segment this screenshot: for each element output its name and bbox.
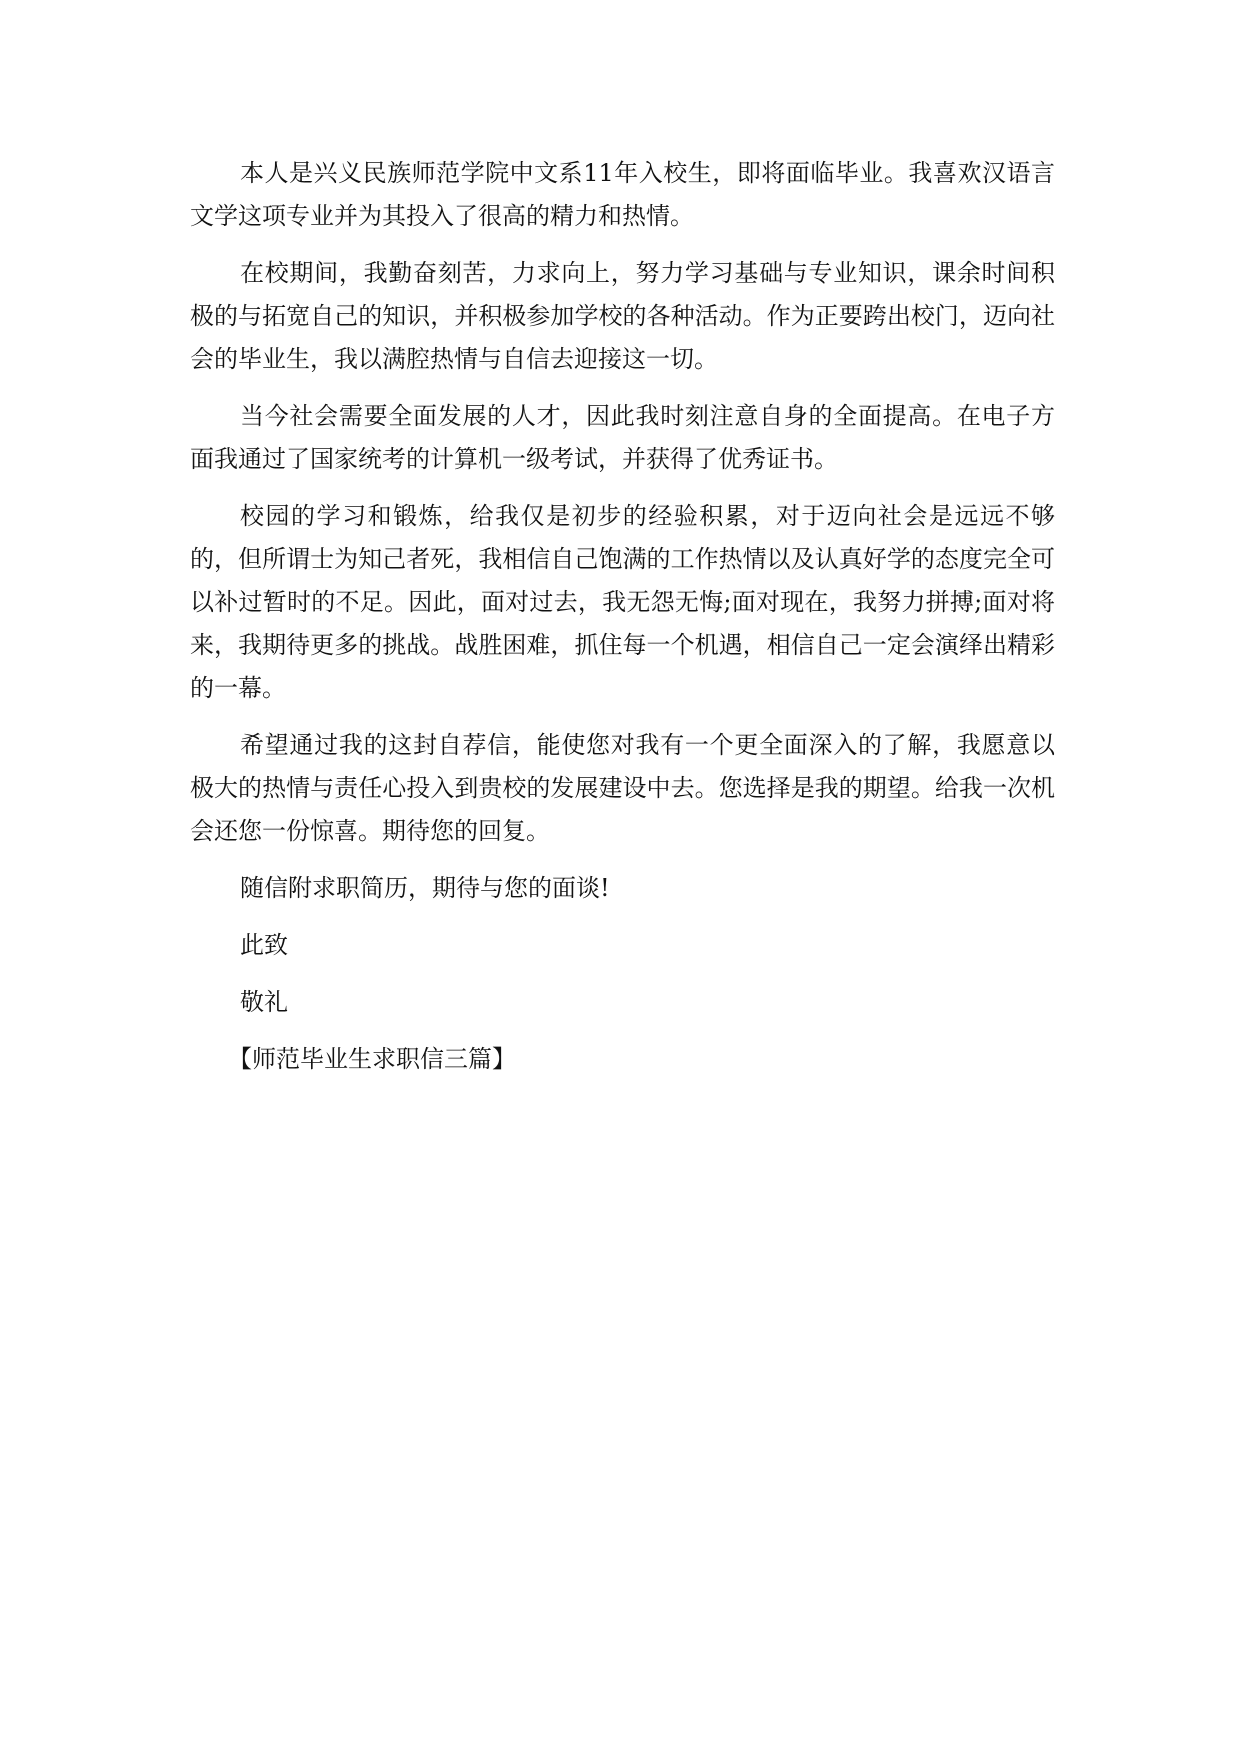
paragraph-school-life: 在校期间，我勤奋刻苦，力求向上，努力学习基础与专业知识，课余时间积极的与拓宽自己的知识，并积极参加学校的各种活动。作为正要跨出校门，迈向社会的毕业生，我以满腔热情与自信去迎接这一切。: [190, 259, 1055, 373]
paragraph-skills: 当今社会需要全面发展的人才，因此我时刻注意自身的全面提高。在电子方面我通过了国家统考的计算机一级考试，并获得了优秀证书。: [190, 402, 1055, 473]
paragraph-attitude: 校园的学习和锻炼，给我仅是初步的经验积累，对于迈向社会是远远不够的，但所谓士为知己者死，我相信自己饱满的工作热情以及认真好学的态度完全可以补过暂时的不足。因此，面对过去，我无怨无悔;面对现在，我努力拼搏;面对将来，我期待更多的挑战。战胜困难，抓住每一个机遇，相信自己一定会演绎出精彩的一幕。: [190, 502, 1055, 702]
closing-line: 随信附求职简历，期待与您的面谈!: [240, 874, 610, 902]
paragraph-hope: 希望通过我的这封自荐信，能使您对我有一个更全面深入的了解，我愿意以极大的热情与责任心投入到贵校的发展建设中去。您选择是我的期望。给我一次机会还您一份惊喜。期待您的回复。: [190, 731, 1055, 845]
footer-title: 【师范毕业生求职信三篇】: [228, 1045, 516, 1073]
paragraph-intro: 本人是兴义民族师范学院中文系11年入校生，即将面临毕业。我喜欢汉语言文学这项专业并为其投入了很高的精力和热情。: [190, 159, 1055, 230]
salutation-line-1: 此致: [240, 931, 288, 959]
document-body: [190, 152, 1055, 1095]
salutation-line-2: 敬礼: [240, 988, 288, 1016]
